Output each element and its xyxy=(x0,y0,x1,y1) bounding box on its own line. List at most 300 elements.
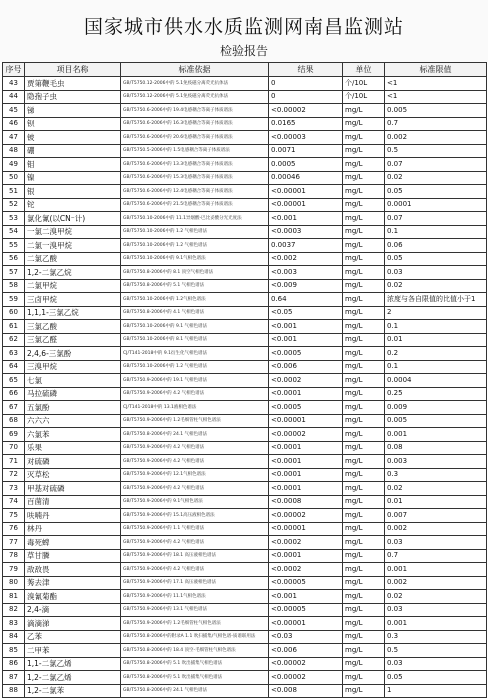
cell-method: GB/T5750.8-2006中的 4.1 气相色谱法 xyxy=(121,306,269,320)
cell-method: GB/T5750.10-2006中的 9.1气相色谱法 xyxy=(121,252,269,266)
table-row xyxy=(3,279,487,293)
cell-name: 莠去津 xyxy=(25,576,121,590)
cell-unit: mg/L xyxy=(343,576,385,590)
table-row xyxy=(3,387,487,401)
cell-limit: 0.08 xyxy=(385,441,487,455)
cell-result: <0.00001 xyxy=(269,617,343,631)
cell-result: <0.03 xyxy=(269,630,343,644)
cell-unit: mg/L xyxy=(343,347,385,361)
cell-result: <0.001 xyxy=(269,212,343,226)
cell-no: 82 xyxy=(3,603,25,617)
cell-limit: 0.5 xyxy=(385,644,487,658)
cell-method: GB/T5750.9-2006中的 4.2 气相色谱法 xyxy=(121,387,269,401)
cell-result: <0.00002 xyxy=(269,509,343,523)
cell-result: <0.00003 xyxy=(269,131,343,145)
cell-unit: mg/L xyxy=(343,387,385,401)
cell-no: 80 xyxy=(3,576,25,590)
cell-result: <0.00005 xyxy=(269,603,343,617)
cell-method: GB/T5750.9-2006中的 11.1气相色谱法 xyxy=(121,590,269,604)
cell-result: <0.00002 xyxy=(269,104,343,118)
table-row xyxy=(3,563,487,577)
cell-method: GB/T5750.10-2006中的 1.2气相色谱法 xyxy=(121,293,269,307)
cell-name: 二氯乙酸 xyxy=(25,252,121,266)
table-row xyxy=(3,212,487,226)
cell-limit: 0.002 xyxy=(385,522,487,536)
cell-method: GB/T5750.9-2006中的 12.1气相色谱法 xyxy=(121,468,269,482)
cell-unit: mg/L xyxy=(343,603,385,617)
cell-method: GB/T5750.6-2006中的 16.3电感耦合等离子体质谱法 xyxy=(121,117,269,131)
cell-result: <0.05 xyxy=(269,306,343,320)
table-row xyxy=(3,360,487,374)
cell-name: 1,2-二氯乙烷 xyxy=(25,266,121,280)
cell-limit: 0.001 xyxy=(385,617,487,631)
table-row xyxy=(3,657,487,671)
table-row xyxy=(3,171,487,185)
cell-no: 84 xyxy=(3,630,25,644)
table-row xyxy=(3,509,487,523)
cell-unit: mg/L xyxy=(343,171,385,185)
cell-method: GB/T5750.8-2006中的附录A 1.1 吹扫捕集/气相色谱-质谱联用法 xyxy=(121,630,269,644)
cell-limit: 0.001 xyxy=(385,428,487,442)
cell-method: GB/T5750.9-2006中的 1.2毛细管柱气相色谱法 xyxy=(121,414,269,428)
table-row xyxy=(3,293,487,307)
table-row xyxy=(3,117,487,131)
table-row xyxy=(3,185,487,199)
cell-no: 54 xyxy=(3,225,25,239)
cell-name: 草甘膦 xyxy=(25,549,121,563)
cell-no: 57 xyxy=(3,266,25,280)
cell-limit: 0.01 xyxy=(385,495,487,509)
column-header-limit: 标准限值 xyxy=(385,63,487,77)
cell-limit: 0.02 xyxy=(385,171,487,185)
cell-no: 61 xyxy=(3,320,25,334)
cell-method: GB/T5750.9-2006中的 15.1高压液相色谱法 xyxy=(121,509,269,523)
table-row xyxy=(3,590,487,604)
cell-no: 51 xyxy=(3,185,25,199)
cell-unit: mg/L xyxy=(343,293,385,307)
cell-no: 49 xyxy=(3,158,25,172)
cell-name: 对硫磷 xyxy=(25,455,121,469)
cell-method: GB/T5750.9-2006中的 18.1 高压液相色谱法 xyxy=(121,549,269,563)
table-header-row xyxy=(3,63,487,77)
cell-method: GB/T5750.8-2006中的 24.1 气相色谱法 xyxy=(121,428,269,442)
cell-method: GB/T5750.10-2006中的 9.1 气相色谱法 xyxy=(121,320,269,334)
cell-unit: mg/L xyxy=(343,252,385,266)
cell-result: 0 xyxy=(269,90,343,104)
cell-limit: 0.009 xyxy=(385,401,487,415)
cell-result: <0.00002 xyxy=(269,657,343,671)
table-row xyxy=(3,131,487,145)
cell-no: 86 xyxy=(3,657,25,671)
cell-result: 0 xyxy=(269,77,343,91)
table-body xyxy=(3,77,487,698)
cell-unit: mg/L xyxy=(343,482,385,496)
cell-method: GB/T5750.8-2006中的 5.1 气相色谱法 xyxy=(121,279,269,293)
cell-no: 46 xyxy=(3,117,25,131)
table-row xyxy=(3,333,487,347)
cell-limit: 0.02 xyxy=(385,482,487,496)
cell-method: GB/T5750.10-2006中的 8.1 气相色谱法 xyxy=(121,333,269,347)
cell-name: 钡 xyxy=(25,117,121,131)
cell-result: <0.00001 xyxy=(269,198,343,212)
cell-unit: mg/L xyxy=(343,522,385,536)
cell-result: <0.0001 xyxy=(269,387,343,401)
cell-name: 百菌清 xyxy=(25,495,121,509)
cell-no: 50 xyxy=(3,171,25,185)
cell-name: 贾第鞭毛虫 xyxy=(25,77,121,91)
cell-result: <0.0002 xyxy=(269,563,343,577)
cell-no: 74 xyxy=(3,495,25,509)
cell-result: <0.00001 xyxy=(269,522,343,536)
table-row xyxy=(3,198,487,212)
cell-result: <0.001 xyxy=(269,320,343,334)
cell-method: GB/T5750.9-2006中的 4.2 气相色谱法 xyxy=(121,482,269,496)
cell-result: <0.009 xyxy=(269,279,343,293)
cell-result: <0.00005 xyxy=(269,576,343,590)
cell-method: GB/T5750.5-2006中的 1.5电感耦合等离子体质谱法 xyxy=(121,144,269,158)
cell-no: 68 xyxy=(3,414,25,428)
results-table xyxy=(2,62,487,698)
cell-result: <0.0005 xyxy=(269,347,343,361)
cell-limit: 0.001 xyxy=(385,563,487,577)
cell-method: GB/T5750.9-2006中的 13.1 气相色谱法 xyxy=(121,603,269,617)
cell-name: 乐果 xyxy=(25,441,121,455)
cell-result: <0.0003 xyxy=(269,225,343,239)
table-row xyxy=(3,428,487,442)
cell-name: 毒死蜱 xyxy=(25,536,121,550)
cell-method: GB/T5750.6-2006中的 12.4电感耦合等离子体质谱法 xyxy=(121,185,269,199)
cell-no: 75 xyxy=(3,509,25,523)
cell-no: 76 xyxy=(3,522,25,536)
cell-unit: mg/L xyxy=(343,212,385,226)
table-row xyxy=(3,347,487,361)
cell-result: <0.00002 xyxy=(269,671,343,685)
cell-unit: mg/L xyxy=(343,104,385,118)
table-row xyxy=(3,468,487,482)
cell-limit: 0.02 xyxy=(385,590,487,604)
table-row xyxy=(3,104,487,118)
table-row xyxy=(3,482,487,496)
table-row xyxy=(3,401,487,415)
cell-unit: mg/L xyxy=(343,563,385,577)
cell-unit: 个/10L xyxy=(343,90,385,104)
cell-limit: <1 xyxy=(385,90,487,104)
cell-result: <0.0001 xyxy=(269,441,343,455)
cell-no: 69 xyxy=(3,428,25,442)
cell-name: 一氯二溴甲烷 xyxy=(25,225,121,239)
cell-result: <0.0008 xyxy=(269,495,343,509)
report-header xyxy=(0,0,488,62)
cell-no: 78 xyxy=(3,549,25,563)
cell-method: GB/T5750.10-2006中的 1.2 气相色谱法 xyxy=(121,360,269,374)
cell-no: 66 xyxy=(3,387,25,401)
cell-result: <0.003 xyxy=(269,266,343,280)
cell-name: 2,4,6-三氯酚 xyxy=(25,347,121,361)
table-row xyxy=(3,536,487,550)
table-row xyxy=(3,90,487,104)
cell-name: 2,4-滴 xyxy=(25,603,121,617)
cell-unit: mg/L xyxy=(343,428,385,442)
cell-name: 呋喃丹 xyxy=(25,509,121,523)
cell-no: 64 xyxy=(3,360,25,374)
cell-unit: mg/L xyxy=(343,536,385,550)
cell-result: <0.008 xyxy=(269,684,343,698)
cell-result: <0.0002 xyxy=(269,536,343,550)
cell-name: 硼 xyxy=(25,144,121,158)
cell-name: 林丹 xyxy=(25,522,121,536)
cell-no: 58 xyxy=(3,279,25,293)
cell-name: 1,1,1-三氯乙烷 xyxy=(25,306,121,320)
cell-no: 88 xyxy=(3,684,25,698)
cell-limit: 0.2 xyxy=(385,347,487,361)
cell-name: 甲基对硫磷 xyxy=(25,482,121,496)
cell-limit: 0.002 xyxy=(385,576,487,590)
cell-name: 二甲苯 xyxy=(25,644,121,658)
cell-limit: 0.0001 xyxy=(385,198,487,212)
cell-no: 59 xyxy=(3,293,25,307)
cell-result: 0.0165 xyxy=(269,117,343,131)
cell-unit: mg/L xyxy=(343,617,385,631)
cell-limit: 0.05 xyxy=(385,185,487,199)
cell-name: 银 xyxy=(25,185,121,199)
cell-no: 83 xyxy=(3,617,25,631)
cell-method: GB/T5750.12-2006中的 5.1免疫磁分离荧光抗体法 xyxy=(121,90,269,104)
cell-result: <0.006 xyxy=(269,360,343,374)
column-header-unit: 单位 xyxy=(343,63,385,77)
cell-limit: 0.0004 xyxy=(385,374,487,388)
table-row xyxy=(3,684,487,698)
cell-limit: 0.02 xyxy=(385,279,487,293)
cell-unit: mg/L xyxy=(343,644,385,658)
cell-unit: mg/L xyxy=(343,320,385,334)
cell-method: GB/T5750.9-2006中的 17.1 高压液相色谱法 xyxy=(121,576,269,590)
cell-no: 65 xyxy=(3,374,25,388)
cell-result: 0.0037 xyxy=(269,239,343,253)
cell-unit: mg/L xyxy=(343,131,385,145)
cell-method: GB/T5750.9-2006中的 19.1 气相色谱法 xyxy=(121,374,269,388)
cell-limit: 0.03 xyxy=(385,536,487,550)
cell-result: <0.0002 xyxy=(269,374,343,388)
table-row xyxy=(3,77,487,91)
cell-name: 钼 xyxy=(25,158,121,172)
cell-result: <0.0001 xyxy=(269,468,343,482)
cell-method: GB/T5750.8-2006中的 8.1 顶空气相色谱法 xyxy=(121,266,269,280)
cell-name: 乙苯 xyxy=(25,630,121,644)
cell-unit: mg/L xyxy=(343,144,385,158)
cell-no: 53 xyxy=(3,212,25,226)
table-row xyxy=(3,374,487,388)
cell-no: 62 xyxy=(3,333,25,347)
cell-result: 0.00046 xyxy=(269,171,343,185)
cell-method: GB/T5750.9-2006中的 4.2 气相色谱法 xyxy=(121,563,269,577)
cell-name: 三氯乙酸 xyxy=(25,320,121,334)
cell-method: GB/T5750.8-2006中的 24.1 气相色谱法 xyxy=(121,684,269,698)
cell-name: 隐孢子虫 xyxy=(25,90,121,104)
cell-unit: mg/L xyxy=(343,414,385,428)
cell-unit: mg/L xyxy=(343,630,385,644)
cell-name: 氯化氰(以CN⁻计) xyxy=(25,212,121,226)
cell-no: 55 xyxy=(3,239,25,253)
cell-unit: mg/L xyxy=(343,333,385,347)
cell-limit: 0.07 xyxy=(385,158,487,172)
cell-no: 71 xyxy=(3,455,25,469)
cell-limit: 0.3 xyxy=(385,630,487,644)
table-row xyxy=(3,239,487,253)
cell-limit: 0.07 xyxy=(385,212,487,226)
column-header-no: 序号 xyxy=(3,63,25,77)
cell-unit: mg/L xyxy=(343,590,385,604)
cell-unit: mg/L xyxy=(343,239,385,253)
cell-name: 五氯酚 xyxy=(25,401,121,415)
cell-limit: 0.25 xyxy=(385,387,487,401)
cell-name: 三卤甲烷 xyxy=(25,293,121,307)
cell-unit: mg/L xyxy=(343,158,385,172)
cell-limit: 0.1 xyxy=(385,225,487,239)
cell-name: 灭草松 xyxy=(25,468,121,482)
cell-unit: mg/L xyxy=(343,279,385,293)
table-row xyxy=(3,414,487,428)
cell-name: 马拉硫磷 xyxy=(25,387,121,401)
cell-no: 63 xyxy=(3,347,25,361)
cell-limit: 0.007 xyxy=(385,509,487,523)
cell-unit: mg/L xyxy=(343,117,385,131)
cell-unit: mg/L xyxy=(343,509,385,523)
cell-limit: 0.03 xyxy=(385,603,487,617)
cell-no: 45 xyxy=(3,104,25,118)
cell-unit: mg/L xyxy=(343,684,385,698)
cell-no: 72 xyxy=(3,468,25,482)
cell-no: 85 xyxy=(3,644,25,658)
cell-result: <0.001 xyxy=(269,590,343,604)
cell-name: 锑 xyxy=(25,104,121,118)
cell-no: 43 xyxy=(3,77,25,91)
table-row xyxy=(3,495,487,509)
cell-limit: <1 xyxy=(385,77,487,91)
cell-limit: 1 xyxy=(385,684,487,698)
table-row xyxy=(3,630,487,644)
cell-unit: 个/10L xyxy=(343,77,385,91)
cell-result: <0.00002 xyxy=(269,428,343,442)
cell-name: 1,2-二氯乙烯 xyxy=(25,671,121,685)
cell-name: 六六六 xyxy=(25,414,121,428)
cell-no: 44 xyxy=(3,90,25,104)
cell-method: GB/T5750.9-2006中的 4.2 气相色谱法 xyxy=(121,455,269,469)
cell-name: 二氯甲烷 xyxy=(25,279,121,293)
cell-method: GB/T5750.9-2006中的 4.2 气相色谱法 xyxy=(121,441,269,455)
report-subtitle: 检验报告 xyxy=(219,44,268,58)
table-row xyxy=(3,644,487,658)
report-title: 国家城市供水水质监测网南昌监测站 xyxy=(83,16,404,38)
cell-no: 56 xyxy=(3,252,25,266)
table-row xyxy=(3,266,487,280)
cell-method: GB/T5750.6-2006中的 21.5电感耦合等离子体质谱法 xyxy=(121,198,269,212)
cell-method: GB/T5750.8-2006中的 5.1 吹出捕集气相色谱法 xyxy=(121,657,269,671)
cell-unit: mg/L xyxy=(343,495,385,509)
cell-unit: mg/L xyxy=(343,441,385,455)
cell-result: <0.0001 xyxy=(269,482,343,496)
table-row xyxy=(3,144,487,158)
cell-name: 1,1-二氯乙烯 xyxy=(25,657,121,671)
cell-method: GB/T5750.9-2006中的 1.2毛细管柱气相色谱法 xyxy=(121,617,269,631)
cell-name: 敌敌畏 xyxy=(25,563,121,577)
cell-method: GB/T5750.9-2006中的 9.1气相色谱法 xyxy=(121,495,269,509)
table-row xyxy=(3,549,487,563)
cell-result: <0.00001 xyxy=(269,414,343,428)
table-row xyxy=(3,441,487,455)
cell-no: 48 xyxy=(3,144,25,158)
cell-no: 47 xyxy=(3,131,25,145)
cell-method: GB/T5750.10-2006中的 1.2 气相色谱法 xyxy=(121,225,269,239)
cell-method: GB/T5750.6-2006中的 13.3电感耦合等离子体质谱法 xyxy=(121,158,269,172)
cell-unit: mg/L xyxy=(343,306,385,320)
table-row xyxy=(3,617,487,631)
cell-limit: 2 xyxy=(385,306,487,320)
cell-method: GB/T5750.6-2006中的 19.4电感耦合等离子体质谱法 xyxy=(121,104,269,118)
cell-result: <0.006 xyxy=(269,644,343,658)
cell-unit: mg/L xyxy=(343,468,385,482)
cell-no: 81 xyxy=(3,590,25,604)
cell-no: 73 xyxy=(3,482,25,496)
cell-result: <0.0001 xyxy=(269,455,343,469)
cell-limit: 0.3 xyxy=(385,468,487,482)
cell-limit: 0.1 xyxy=(385,360,487,374)
table-row xyxy=(3,320,487,334)
cell-result: 0.0071 xyxy=(269,144,343,158)
cell-name: 1,2-二氯苯 xyxy=(25,684,121,698)
cell-name: 镍 xyxy=(25,171,121,185)
cell-method: GB/T5750.8-2006中的 5.1 吹出捕集气相色谱法 xyxy=(121,671,269,685)
cell-method: GB/T5750.10-2006中的 11.1异烟酸-巴比妥酸分光光度法 xyxy=(121,212,269,226)
cell-limit: 0.5 xyxy=(385,144,487,158)
table-row xyxy=(3,671,487,685)
cell-result: 0.0005 xyxy=(269,158,343,172)
column-header-result: 结果 xyxy=(269,63,343,77)
cell-limit: 0.03 xyxy=(385,266,487,280)
cell-method: GB/T5750.9-2006中的 4.2 气相色谱法 xyxy=(121,536,269,550)
table-row xyxy=(3,576,487,590)
cell-name: 铊 xyxy=(25,198,121,212)
cell-result: <0.002 xyxy=(269,252,343,266)
cell-method: CJ/T141-2018中的 9.1衍生化气相色谱法 xyxy=(121,347,269,361)
cell-unit: mg/L xyxy=(343,198,385,212)
table-row xyxy=(3,603,487,617)
cell-name: 二氯一溴甲烷 xyxy=(25,239,121,253)
table-row xyxy=(3,252,487,266)
cell-method: GB/T5750.12-2006中的 5.1免疫磁分离荧光抗体法 xyxy=(121,77,269,91)
table-row xyxy=(3,306,487,320)
cell-method: GB/T5750.6-2006中的 15.3电感耦合等离子体质谱法 xyxy=(121,171,269,185)
cell-name: 三溴甲烷 xyxy=(25,360,121,374)
cell-method: GB/T5750.9-2006中的 1.1 气相色谱法 xyxy=(121,522,269,536)
table-row xyxy=(3,455,487,469)
cell-name: 七氯 xyxy=(25,374,121,388)
table-row xyxy=(3,522,487,536)
cell-no: 52 xyxy=(3,198,25,212)
table-row xyxy=(3,158,487,172)
cell-unit: mg/L xyxy=(343,657,385,671)
cell-limit: 浓度与各自限值的比值小于1 xyxy=(385,293,487,307)
table-row xyxy=(3,225,487,239)
cell-name: 滴滴涕 xyxy=(25,617,121,631)
cell-limit: 0.05 xyxy=(385,252,487,266)
cell-unit: mg/L xyxy=(343,549,385,563)
cell-no: 87 xyxy=(3,671,25,685)
cell-method: CJ/T141-2018中的 13.1液相色谱法 xyxy=(121,401,269,415)
cell-result: <0.001 xyxy=(269,333,343,347)
cell-unit: mg/L xyxy=(343,185,385,199)
cell-unit: mg/L xyxy=(343,225,385,239)
cell-method: GB/T5750.6-2006中的 20.6电感耦合等离子体质谱法 xyxy=(121,131,269,145)
